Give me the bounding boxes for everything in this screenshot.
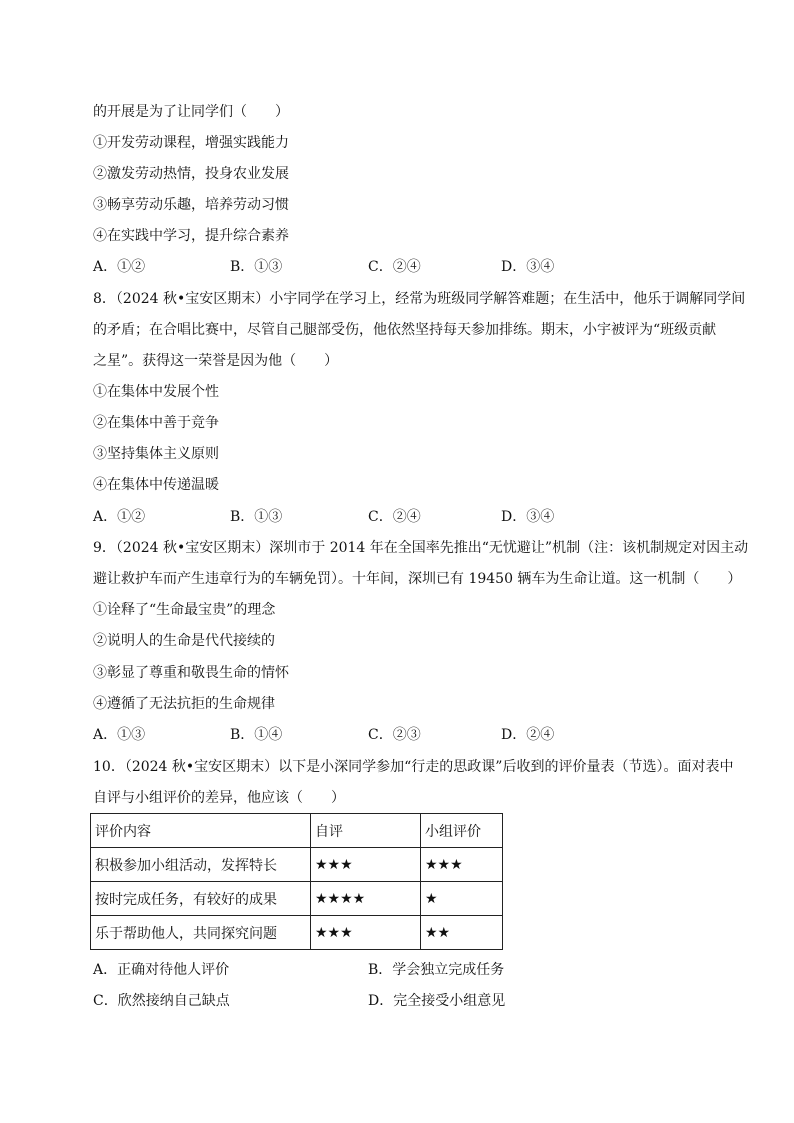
q7-option-c[interactable]: C．②④	[368, 259, 421, 275]
q10-options-row-1	[93, 961, 713, 979]
q8-options	[93, 508, 713, 526]
stars-cell: ★★★★	[311, 882, 421, 916]
q9-options	[93, 726, 713, 744]
evaluation-table	[90, 813, 503, 950]
q9-item-2: ②说明人的生命是代代接续的	[93, 633, 275, 649]
q10-stem-line-1: 10．（2024 秋•宝安区期末）以下是小深同学参加“行走的思政课”后收到的评价量表（节选）。面对表中	[93, 759, 734, 775]
table-row	[91, 916, 503, 950]
q7-item-1: ①开发劳动课程，增强实践能力	[93, 135, 289, 151]
q7-item-4: ④在实践中学习，提升综合素养	[93, 228, 289, 244]
q10-stem-line-2: 自评与小组评价的差异，他应该（ ）	[93, 790, 345, 806]
q7-stem: 的开展是为了让同学们（ ）	[93, 104, 289, 120]
q8-stem-line-1: 8．（2024 秋•宝安区期末）小宇同学在学习上，经常为班级同学解答难题；在生活中，他乐于调解同学间	[93, 291, 746, 307]
q7-options	[93, 258, 713, 276]
q7-item-3: ③畅享劳动乐趣，培养劳动习惯	[93, 197, 289, 213]
table-header-row	[91, 814, 503, 848]
table-cell: 按时完成任务，有较好的成果	[91, 882, 311, 916]
q8-item-3: ③坚持集体主义原则	[93, 446, 219, 462]
q9-option-d[interactable]: D．②④	[501, 727, 555, 743]
q9-option-c[interactable]: C．②③	[368, 727, 421, 743]
q8-stem-line-3: 之星”。获得这一荣誉是因为他（ ）	[93, 353, 339, 369]
q8-option-b[interactable]: B．①③	[230, 509, 283, 525]
table-header-cell: 自评	[311, 814, 421, 848]
q8-option-d[interactable]: D．③④	[501, 509, 555, 525]
q7-option-d[interactable]: D．③④	[501, 259, 555, 275]
q7-option-a[interactable]: A．①②	[93, 259, 146, 275]
stars-cell: ★★★	[421, 848, 503, 882]
q7-item-2: ②激发劳动热情，投身农业发展	[93, 166, 289, 182]
q8-option-a[interactable]: A．①②	[93, 509, 146, 525]
q9-item-1: ①诠释了“生命最宝贵”的理念	[93, 602, 276, 618]
stars-cell: ★★★	[311, 916, 421, 950]
table-cell: 积极参加小组活动，发挥特长	[91, 848, 311, 882]
q10-option-d[interactable]: D．完全接受小组意见	[368, 993, 506, 1009]
table-header-cell: 评价内容	[91, 814, 311, 848]
q9-option-b[interactable]: B．①④	[230, 727, 283, 743]
stars-cell: ★	[421, 882, 503, 916]
q9-item-4: ④遵循了无法抗拒的生命规律	[93, 696, 275, 712]
q7-option-b[interactable]: B．①③	[230, 259, 283, 275]
stars-cell: ★★	[421, 916, 503, 950]
q9-item-3: ③彰显了尊重和敬畏生命的情怀	[93, 665, 289, 681]
q8-stem-line-2: 的矛盾；在合唱比赛中，尽管自己腿部受伤，他依然坚持每天参加排练。期末，小宇被评为“班级贡献	[93, 322, 717, 338]
q8-item-1: ①在集体中发展个性	[93, 384, 219, 400]
table-row	[91, 848, 503, 882]
q8-item-2: ②在集体中善于竞争	[93, 415, 219, 431]
q10-options-row-2	[93, 992, 713, 1010]
q10-option-a[interactable]: A．正确对待他人评价	[93, 962, 230, 978]
table-header-cell: 小组评价	[421, 814, 503, 848]
q8-option-c[interactable]: C．②④	[368, 509, 421, 525]
q9-stem-line-2: 避让救护车而产生违章行为的车辆免罚）。十年间，深圳已有 19450 辆车为生命让道。这一机制（ ）	[93, 571, 742, 587]
q10-option-c[interactable]: C．欣然接纳自己缺点	[93, 993, 230, 1009]
table-cell: 乐于帮助他人，共同探究问题	[91, 916, 311, 950]
q8-item-4: ④在集体中传递温暖	[93, 477, 219, 493]
table-row	[91, 882, 503, 916]
stars-cell: ★★★	[311, 848, 421, 882]
q9-stem-line-1: 9．（2024 秋•宝安区期末）深圳市于 2014 年在全国率先推出“无忧避让”机制（注：该机制规定对因主动	[93, 540, 749, 556]
q10-option-b[interactable]: B．学会独立完成任务	[368, 962, 505, 978]
q9-option-a[interactable]: A．①③	[93, 727, 146, 743]
